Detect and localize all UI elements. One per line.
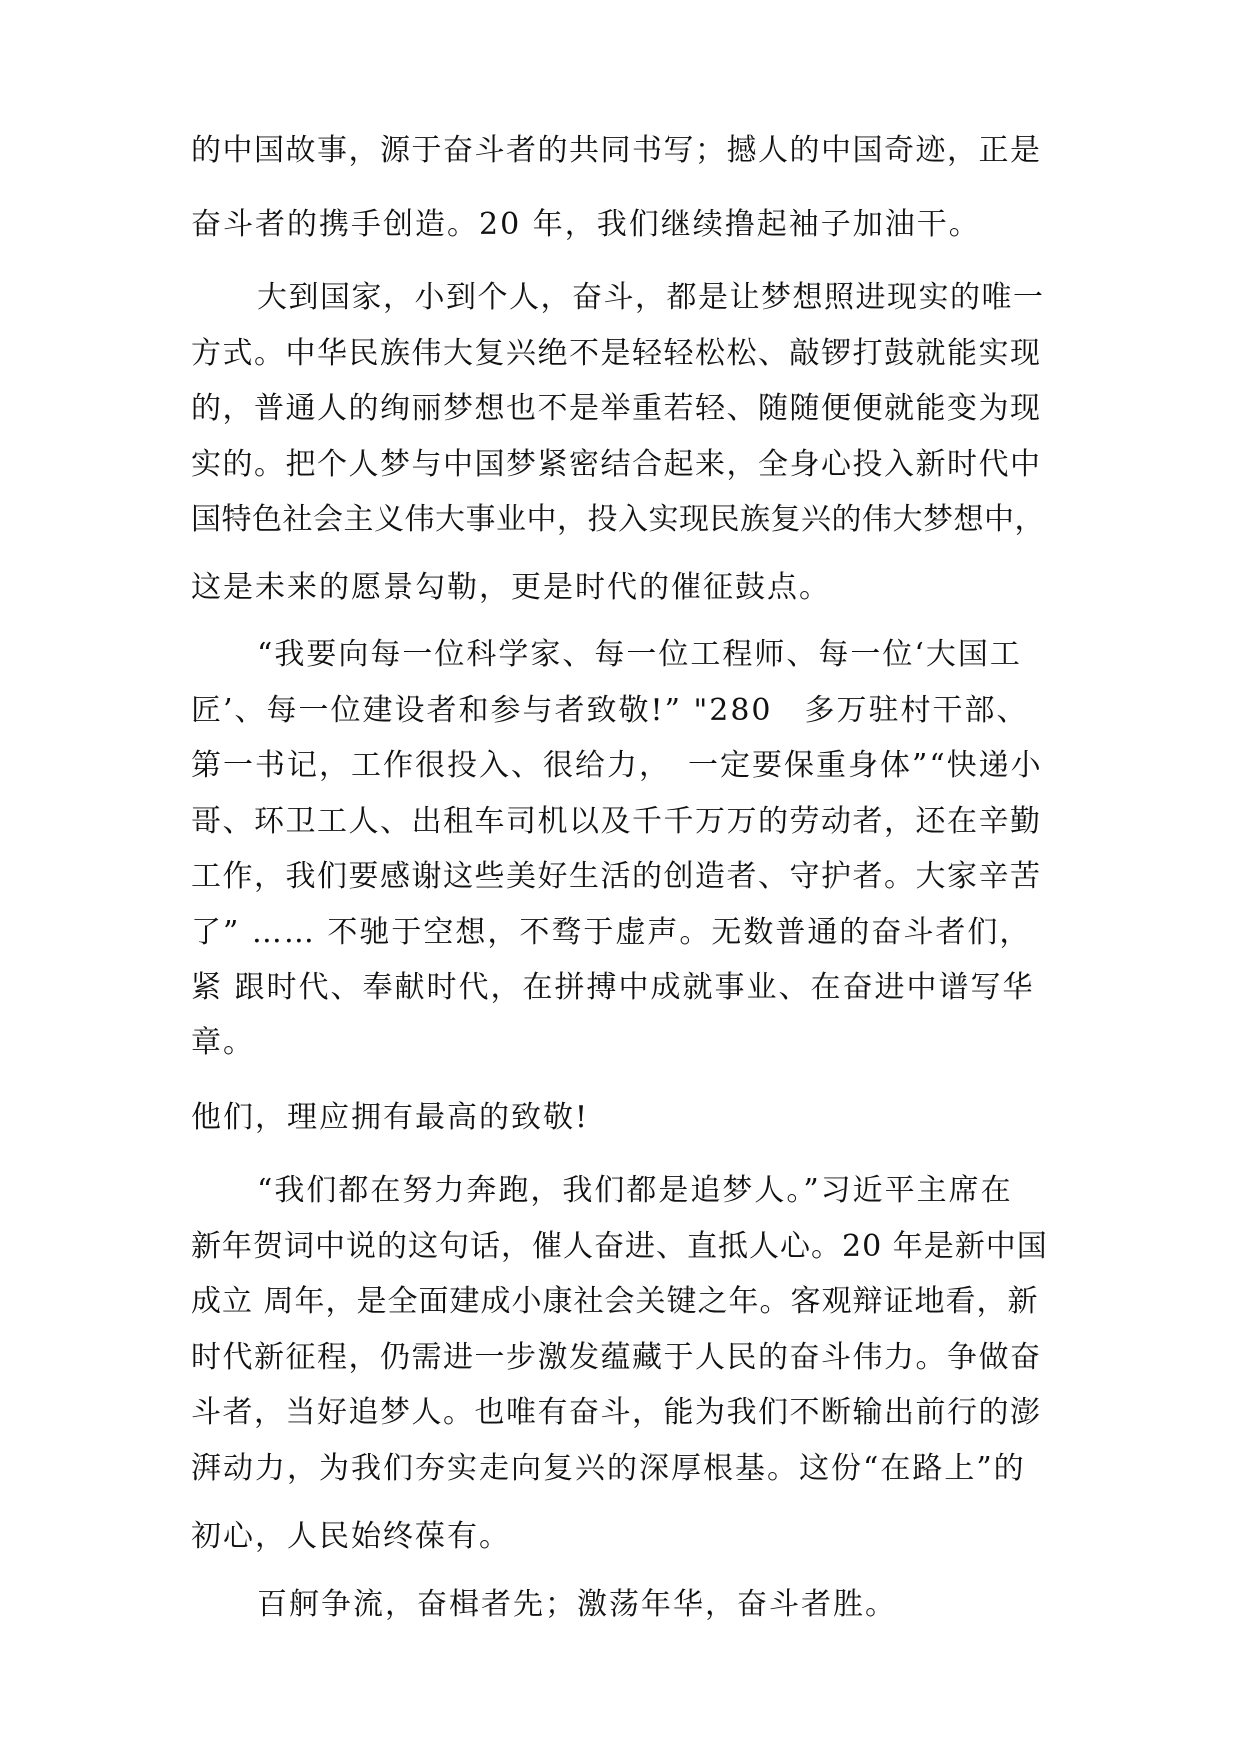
text-line: 匠’、每一位建设者和参与者致敬!” "280 多万驻村干部、	[191, 693, 1029, 728]
text-line: 哥、环卫工人、出租车司机以及千千万万的劳动者，还在辛勤	[191, 804, 1042, 839]
text-line: 了” …… 不驰于空想，不骛于虚声。无数普通的奋斗者们，	[191, 915, 1032, 950]
paragraph-first-line: “我要向每一位科学家、每一位工程师、每一位‘大国工	[257, 637, 1022, 672]
text-line: 奋斗者的携手创造。20 年，我们继续撸起袖子加油干。	[191, 207, 981, 242]
text-line: 国特色社会主义伟大事业中，投入实现民族复兴的伟大梦想中，	[191, 502, 1045, 537]
text-line: 这是未来的愿景勾勒，更是时代的催征鼓点。	[191, 570, 831, 605]
text-line: 的，普通人的绚丽梦想也不是举重若轻、随随便便就能变为现	[191, 391, 1042, 426]
text-line: 初心，人民始终葆有。	[191, 1519, 511, 1554]
text-line: 实的。把个人梦与中国梦紧密结合起来，全身心投入新时代中	[191, 447, 1042, 482]
text-line: 成立 周年，是全面建成小康社会关键之年。客观辩证地看，新	[191, 1284, 1039, 1319]
text-line: 紧 跟时代、奉献时代，在拼搏中成就事业、在奋进中谱写华	[191, 970, 1035, 1005]
text-line: 的中国故事，源于奋斗者的共同书写；撼人的中国奇迹，正是	[191, 133, 1042, 168]
text-line: 新年贺词中说的这句话，催人奋进、直抵人心。20 年是新中国	[191, 1229, 1048, 1264]
text-line: 湃动力，为我们夯实走向复兴的深厚根基。这份“在路上”的	[191, 1451, 1026, 1486]
text-line: 方式。中华民族伟大复兴绝不是轻轻松松、敲锣打鼓就能实现	[191, 336, 1042, 371]
paragraph-first-line: “我们都在努力奔跑，我们都是追梦人。”习近平主席在	[257, 1173, 1013, 1208]
text-line: 章。	[191, 1025, 255, 1060]
text-line: 工作，我们要感谢这些美好生活的创造者、守护者。大家辛苦	[191, 859, 1042, 894]
paragraph-first-line: 百舸争流，奋楫者先；激荡年华，奋斗者胜。	[257, 1587, 897, 1622]
paragraph-first-line: 大到国家，小到个人，奋斗，都是让梦想照进现实的唯一	[257, 280, 1045, 315]
text-line: 斗者，当好追梦人。也唯有奋斗，能为我们不断输出前行的澎	[191, 1395, 1042, 1430]
text-line: 时代新征程，仍需进一步激发蕴藏于人民的奋斗伟力。争做奋	[191, 1340, 1042, 1375]
text-line: 第一书记，工作很投入、很给力， 一定要保重身体”“快递小	[191, 748, 1043, 783]
text-line: 他们，理应拥有最高的致敬!	[191, 1100, 590, 1135]
